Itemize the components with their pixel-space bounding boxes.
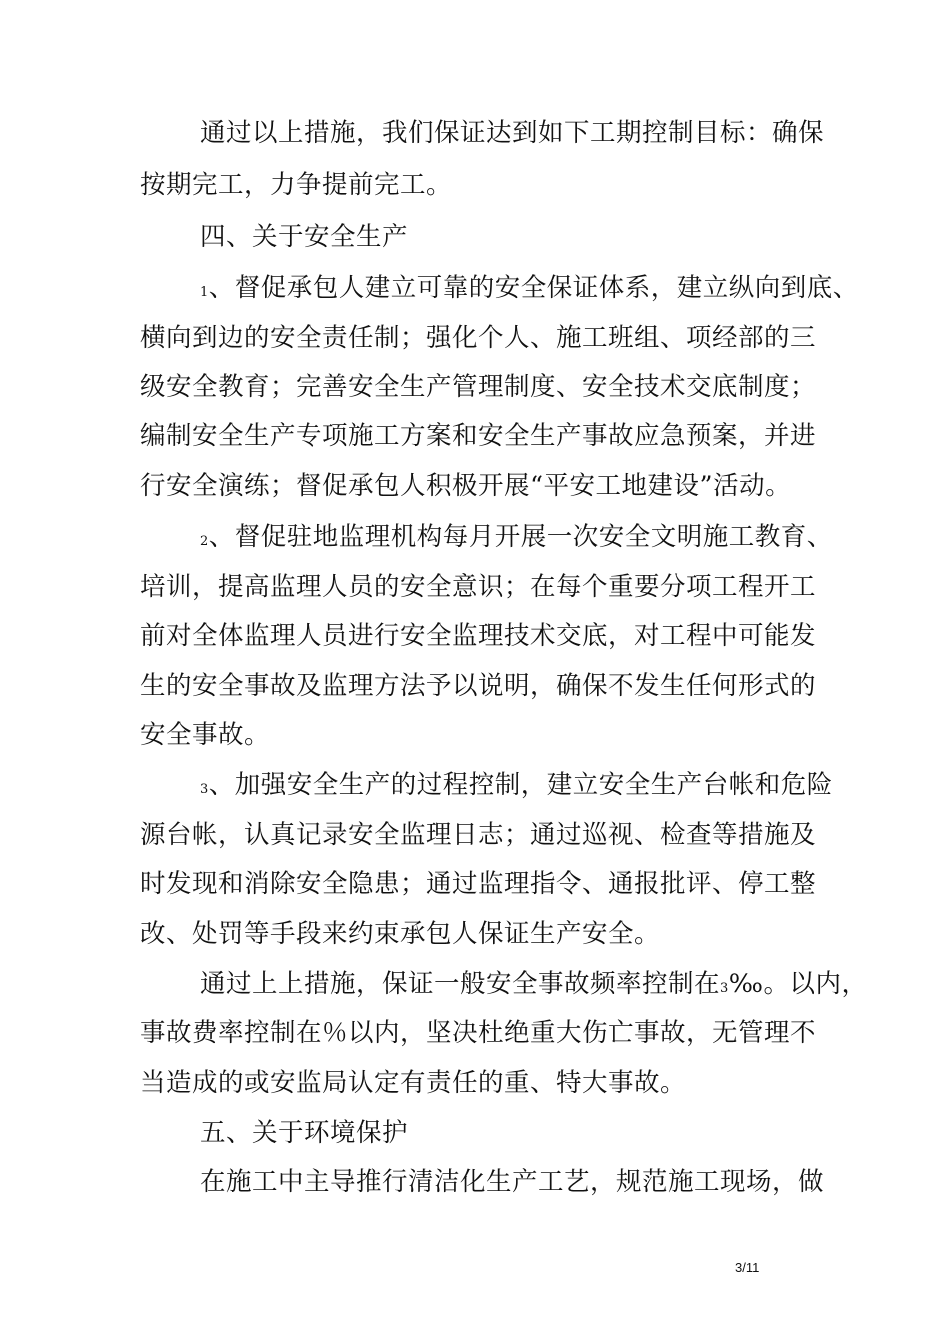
list-item-1: 1、督促承包人建立可靠的安全保证体系，建立纵向到底、: [200, 273, 859, 303]
text-line: 编制安全生产专项施工方案和安全生产事故应急预案，并进: [140, 421, 817, 451]
text-line: 通过上上措施，保证一般安全事故频率控制在3‰。以内，: [200, 969, 868, 999]
text-line: 生的安全事故及监理方法予以说明，确保不发生任何形式的: [140, 671, 817, 701]
text-line: 前对全体监理人员进行安全监理技术交底，对工程中可能发: [140, 621, 817, 651]
page-number: 3/11: [735, 1260, 760, 1275]
list-item-2: 2、督促驻地监理机构每月开展一次安全文明施工教育、: [200, 522, 833, 552]
text-line: 改、处罚等手段来约束承包人保证生产安全。: [140, 919, 661, 949]
text-line: 当造成的或安监局认定有责任的重、特大事故。: [140, 1068, 687, 1098]
list-item-3: 3、加强安全生产的过程控制，建立安全生产台帐和危险: [200, 770, 833, 800]
section-heading: 五、关于环境保护: [200, 1118, 409, 1148]
text-line: 时发现和消除安全隐患；通过监理指令、通报批评、停工整: [140, 869, 817, 899]
section-heading: 四、关于安全生产: [200, 222, 409, 252]
text-line: 通过以上措施，我们保证达到如下工期控制目标：确保: [200, 118, 825, 148]
text-line: 源台帐，认真记录安全监理日志；通过巡视、检查等措施及: [140, 820, 817, 850]
text-line: 在施工中主导推行清洁化生产工艺，规范施工现场，做: [200, 1167, 825, 1197]
text-line: 横向到边的安全责任制；强化个人、施工班组、项经部的三: [140, 323, 817, 353]
text-line: 培训，提高监理人员的安全意识；在每个重要分项工程开工: [140, 572, 817, 602]
text-line: 安全事故。: [140, 720, 271, 750]
text-line: 事故费率控制在％以内，坚决杜绝重大伤亡事故，无管理不: [140, 1018, 817, 1048]
text-line: 行安全演练；督促承包人积极开展“平安工地建设”活动。: [140, 471, 792, 501]
text-line: 按期完工，力争提前完工。: [140, 170, 453, 200]
text-line: 级安全教育；完善安全生产管理制度、安全技术交底制度；: [140, 372, 817, 402]
